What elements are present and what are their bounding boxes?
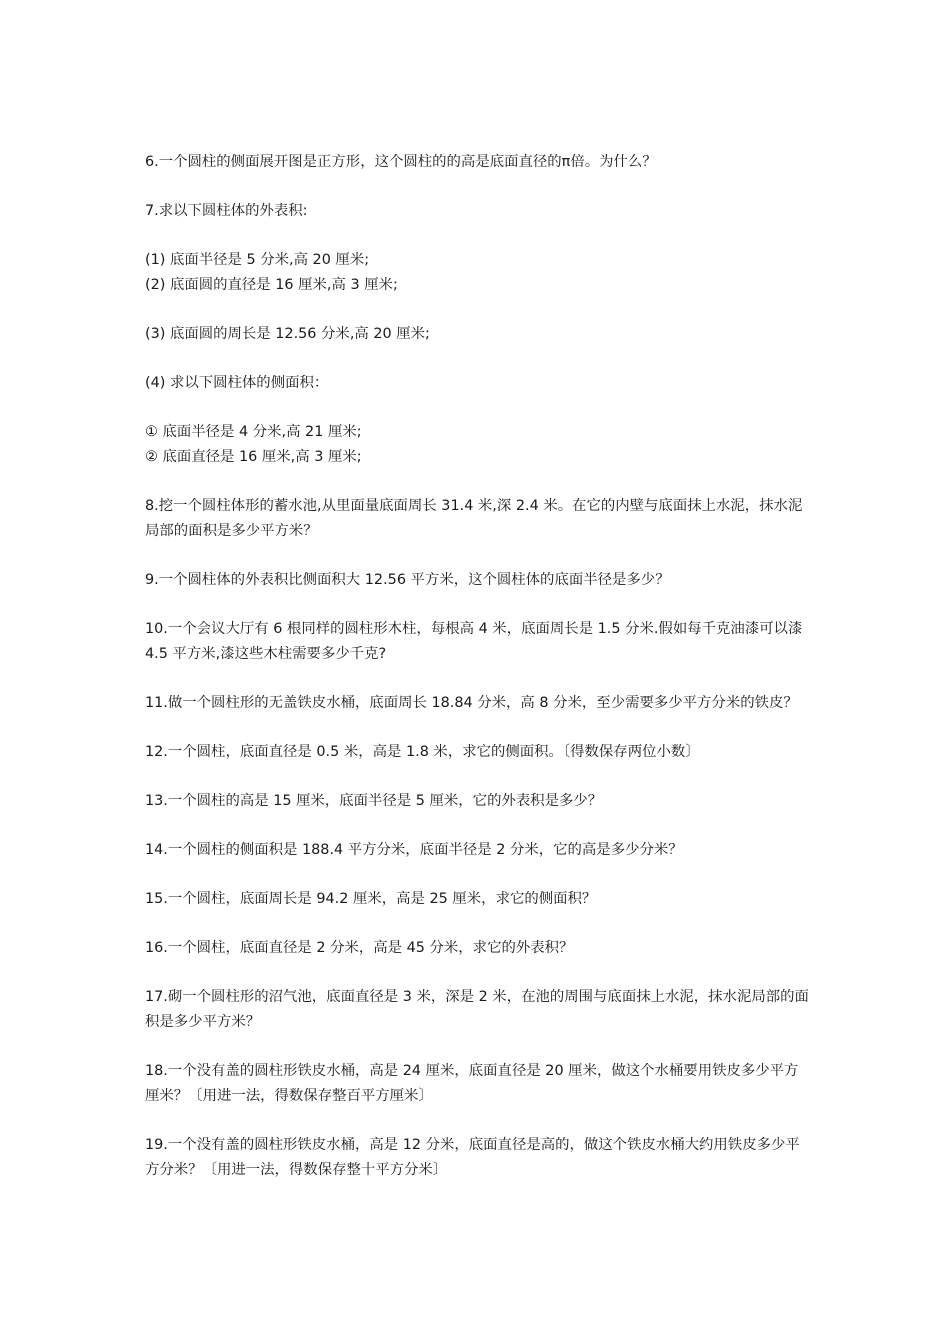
question-18: 18.一个没有盖的圆柱形铁皮水桶，高是 24 厘米，底面直径是 20 厘米，做这个水桶要用铁皮多少平方厘米？〔用进一法，得数保存整百平方厘米〕 (145, 1063, 799, 1104)
question-13: 13.一个圆柱的高是 15 厘米，底面半径是 5 厘米，它的外表积是多少？ (145, 793, 603, 809)
question-7: 7.求以下圆柱体的外表积: (145, 203, 308, 219)
question-7-part-1: (1) 底面半径是 5 分米,高 20 厘米; (145, 252, 370, 268)
question-11: 11.做一个圆柱形的无盖铁皮水桶，底面周长 18.84 分米，高 8 分米，至少需要多少平方分米的铁皮？ (145, 695, 798, 711)
question-19: 19.一个没有盖的圆柱形铁皮水桶，高是 12 分米，底面直径是高的，做这个铁皮水桶大约用铁皮多少平方分米？〔用进一法，得数保存整十平方分米〕 (145, 1137, 800, 1178)
question-17: 17.砌一个圆柱形的沼气池，底面直径是 3 米，深是 2 米，在池的周围与底面抹上水泥，抹水泥局部的面积是多少平方米？ (145, 989, 809, 1030)
question-7-part-2: (2) 底面圆的直径是 16 厘米,高 3 厘米; (145, 277, 398, 293)
question-10: 10.一个会议大厅有 6 根同样的圆柱形木柱，每根高 4 米，底面周长是 1.5 分米.假如每千克油漆可以漆 4.5 平方米,漆这些木柱需要多少千克? (145, 621, 803, 662)
question-8: 8.挖一个圆柱体形的蓄水池,从里面量底面周长 31.4 米,深 2.4 米。在它的内壁与底面抹上水泥，抹水泥局部的面积是多少平方米？ (145, 498, 803, 539)
question-6: 6.一个圆柱的侧面展开图是正方形，这个圆柱的的高是底面直径的π倍。为什么？ (145, 154, 657, 170)
question-9: 9.一个圆柱体的外表积比侧面积大 12.56 平方米，这个圆柱体的底面半径是多少？ (145, 572, 670, 588)
question-14: 14.一个圆柱的侧面积是 188.4 平方分米，底面半径是 2 分米，它的高是多少分米？ (145, 842, 683, 858)
document-page (145, 150, 810, 1183)
question-7-part-3: (3) 底面圆的周长是 12.56 分米,高 20 厘米; (145, 326, 430, 342)
question-16: 16.一个圆柱，底面直径是 2 分米，高是 45 分米，求它的外表积？ (145, 940, 574, 956)
question-7-part-4-item-2: ② 底面直径是 16 厘米,高 3 厘米; (145, 449, 362, 465)
question-7-part-4: (4) 求以下圆柱体的侧面积： (145, 375, 329, 391)
question-15: 15.一个圆柱，底面周长是 94.2 厘米，高是 25 厘米，求它的侧面积？ (145, 891, 597, 907)
question-12: 12.一个圆柱，底面直径是 0.5 米，高是 1.8 米，求它的侧面积。〔得数保存两位小数〕 (145, 744, 700, 760)
question-7-part-4-item-1: ① 底面半径是 4 分米,高 21 厘米; (145, 424, 362, 440)
